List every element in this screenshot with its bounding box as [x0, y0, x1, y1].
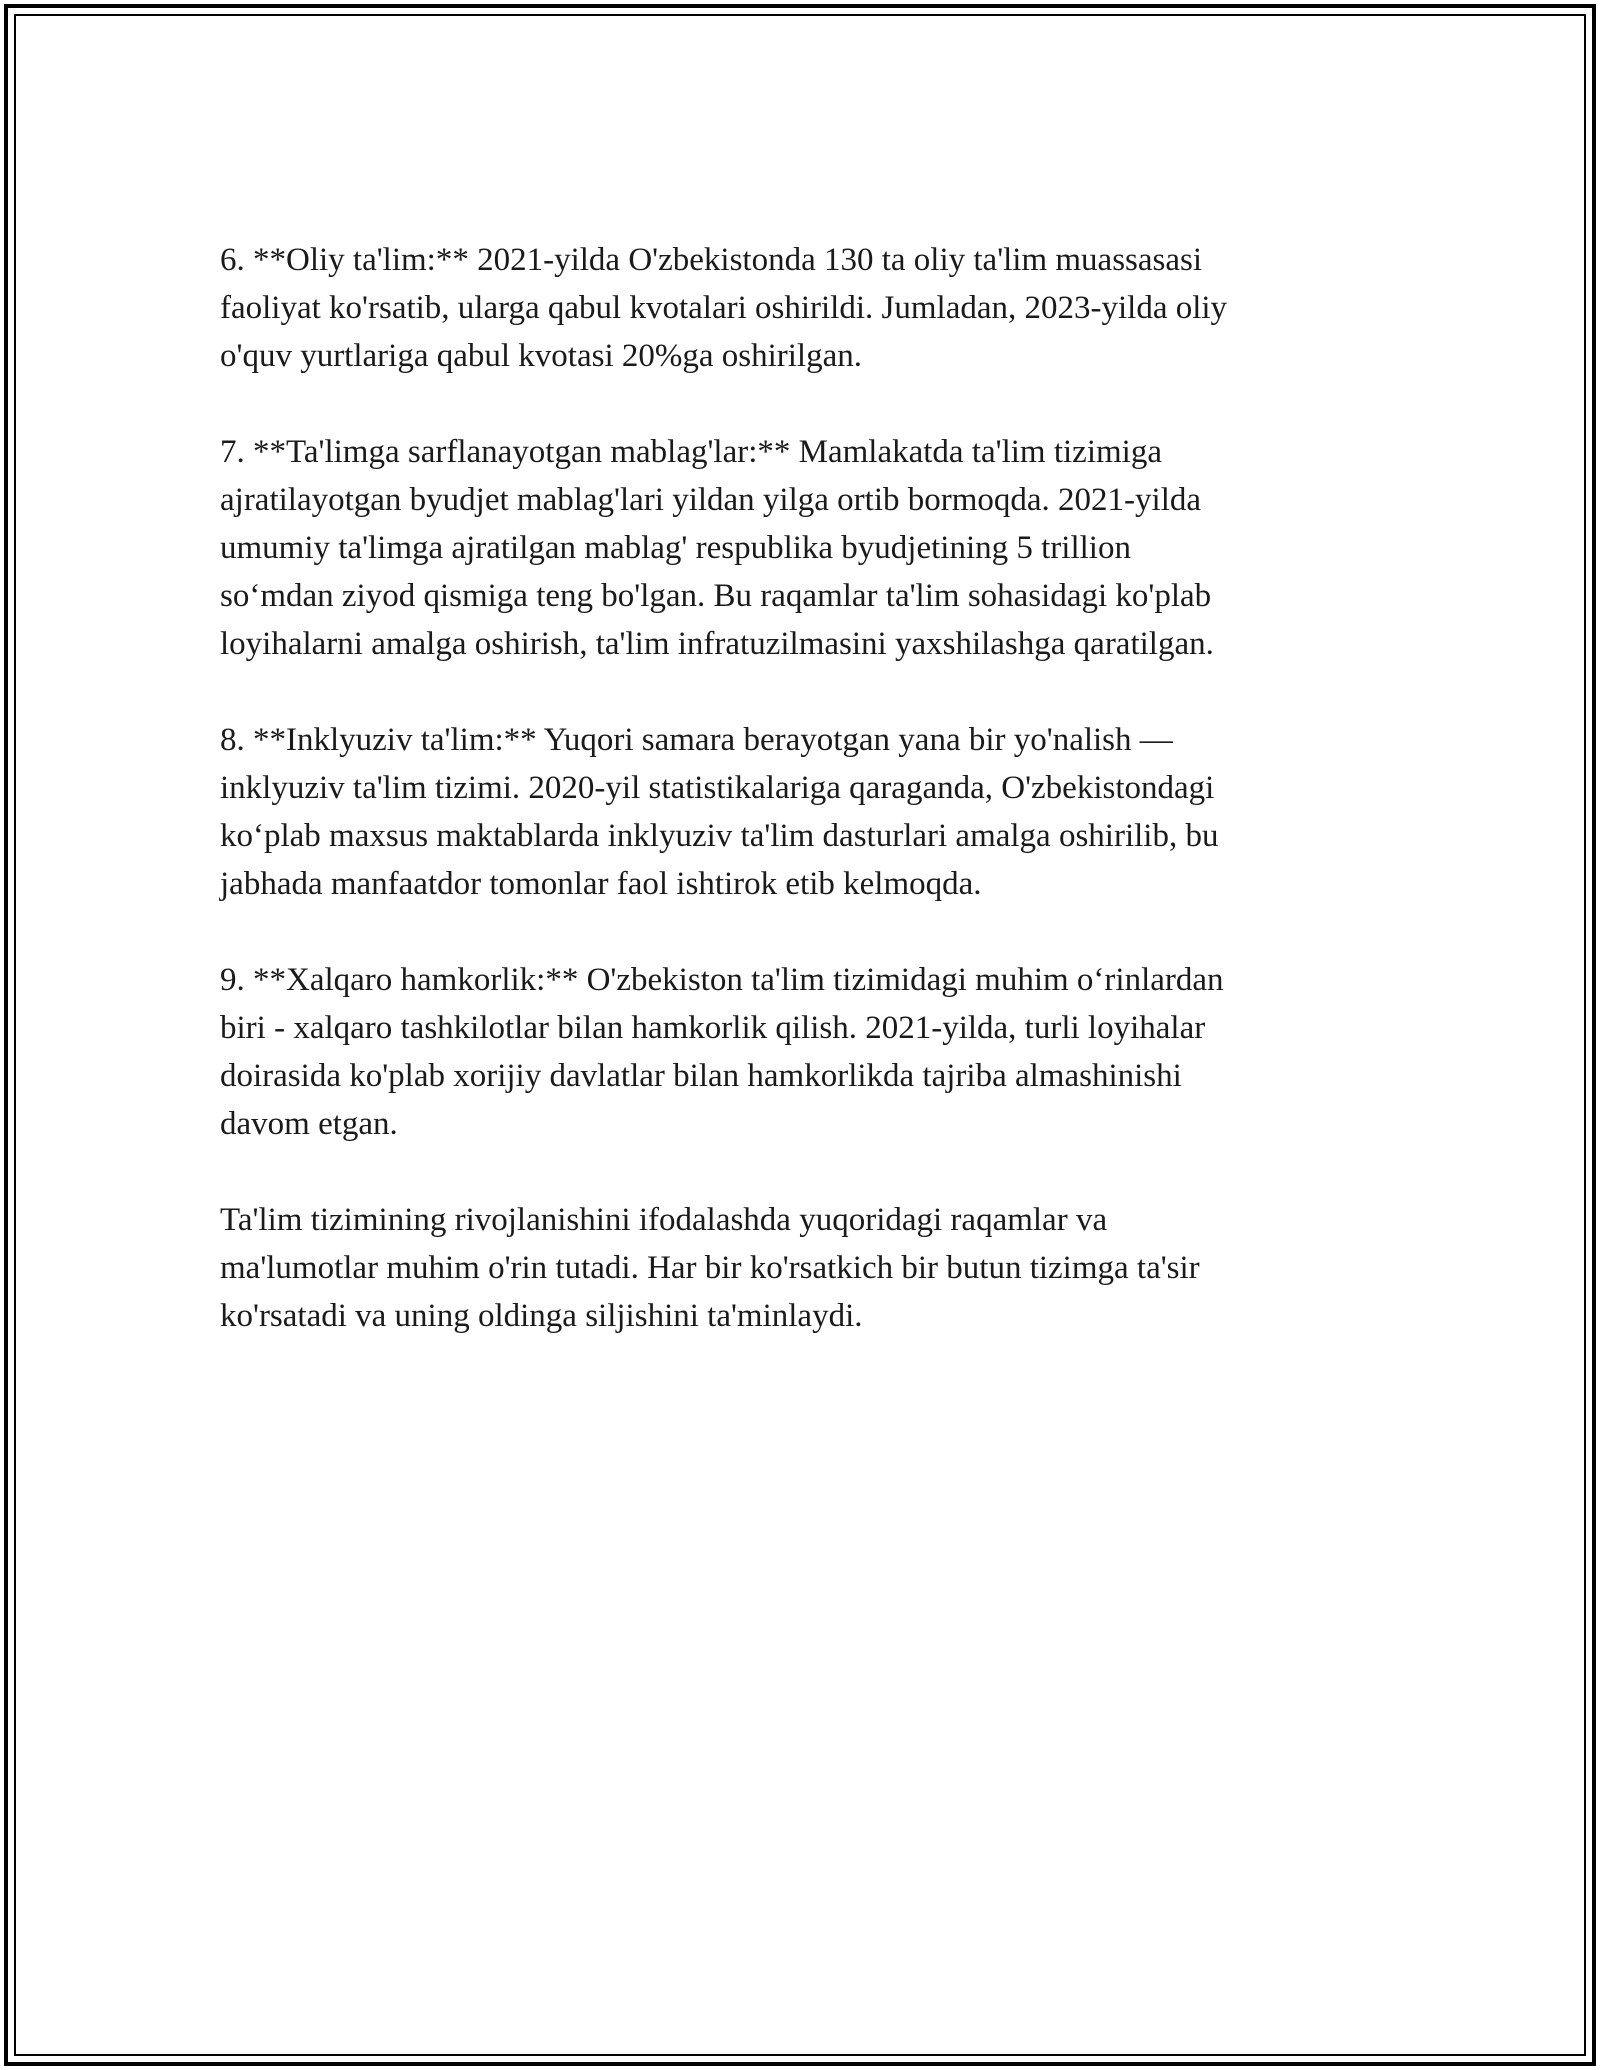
paragraph-inclusive-education — [220, 716, 1380, 908]
paragraph-international-cooperation — [220, 956, 1380, 1148]
text-line: doirasida ko'plab xorijiy davlatlar bilan hamkorlikda tajriba almashinishi — [220, 1058, 1182, 1094]
document-body — [220, 236, 1380, 1388]
text-line: faoliyat ko'rsatib, ularga qabul kvotalari oshirildi. Jumladan, 2023-yilda oliy — [220, 290, 1228, 326]
text-line: 9. **Xalqaro hamkorlik:** O'zbekiston ta'lim tizimidagi muhim o‘rinlardan — [220, 962, 1224, 998]
text-line: ajratilayotgan byudjet mablag'lari yildan yilga ortib bormoqda. 2021-yilda — [220, 482, 1202, 518]
text-line: ko‘plab maxsus maktablarda inklyuziv ta'lim dasturlari amalga oshirilib, bu — [220, 818, 1219, 854]
paragraph-higher-education — [220, 236, 1380, 380]
paragraph-education-funding — [220, 428, 1380, 668]
text-line: loyihalarni amalga oshirish, ta'lim infratuzilmasini yaxshilashga qaratilgan. — [220, 626, 1214, 662]
text-line: ma'lumotlar muhim o'rin tutadi. Har bir ko'rsatkich bir butun tizimga ta'sir — [220, 1250, 1200, 1286]
text-line: inklyuziv ta'lim tizimi. 2020-yil statistikalariga qaraganda, O'zbekistondagi — [220, 770, 1215, 806]
paragraph-conclusion — [220, 1196, 1380, 1340]
text-line: so‘mdan ziyod qismiga teng bo'lgan. Bu raqamlar ta'lim sohasidagi ko'plab — [220, 578, 1212, 614]
text-line: 7. **Ta'limga sarflanayotgan mablag'lar:** Mamlakatda ta'lim tizimiga — [220, 434, 1162, 470]
text-line: 6. **Oliy ta'lim:** 2021-yilda O'zbekistonda 130 ta oliy ta'lim muassasasi — [220, 242, 1203, 278]
text-line: biri - xalqaro tashkilotlar bilan hamkorlik qilish. 2021-yilda, turli loyihalar — [220, 1010, 1206, 1046]
text-line: umumiy ta'limga ajratilgan mablag' respublika byudjetining 5 trillion — [220, 530, 1131, 566]
text-line: o'quv yurtlariga qabul kvotasi 20%ga oshirilgan. — [220, 338, 862, 374]
text-line: 8. **Inklyuziv ta'lim:** Yuqori samara berayotgan yana bir yo'nalish — — [220, 722, 1173, 758]
text-line: Ta'lim tizimining rivojlanishini ifodalashda yuqoridagi raqamlar va — [220, 1202, 1108, 1238]
text-line: ko'rsatadi va uning oldinga siljishini ta'minlaydi. — [220, 1298, 863, 1334]
text-line: davom etgan. — [220, 1106, 398, 1142]
text-line: jabhada manfaatdor tomonlar faol ishtirok etib kelmoqda. — [220, 866, 982, 902]
